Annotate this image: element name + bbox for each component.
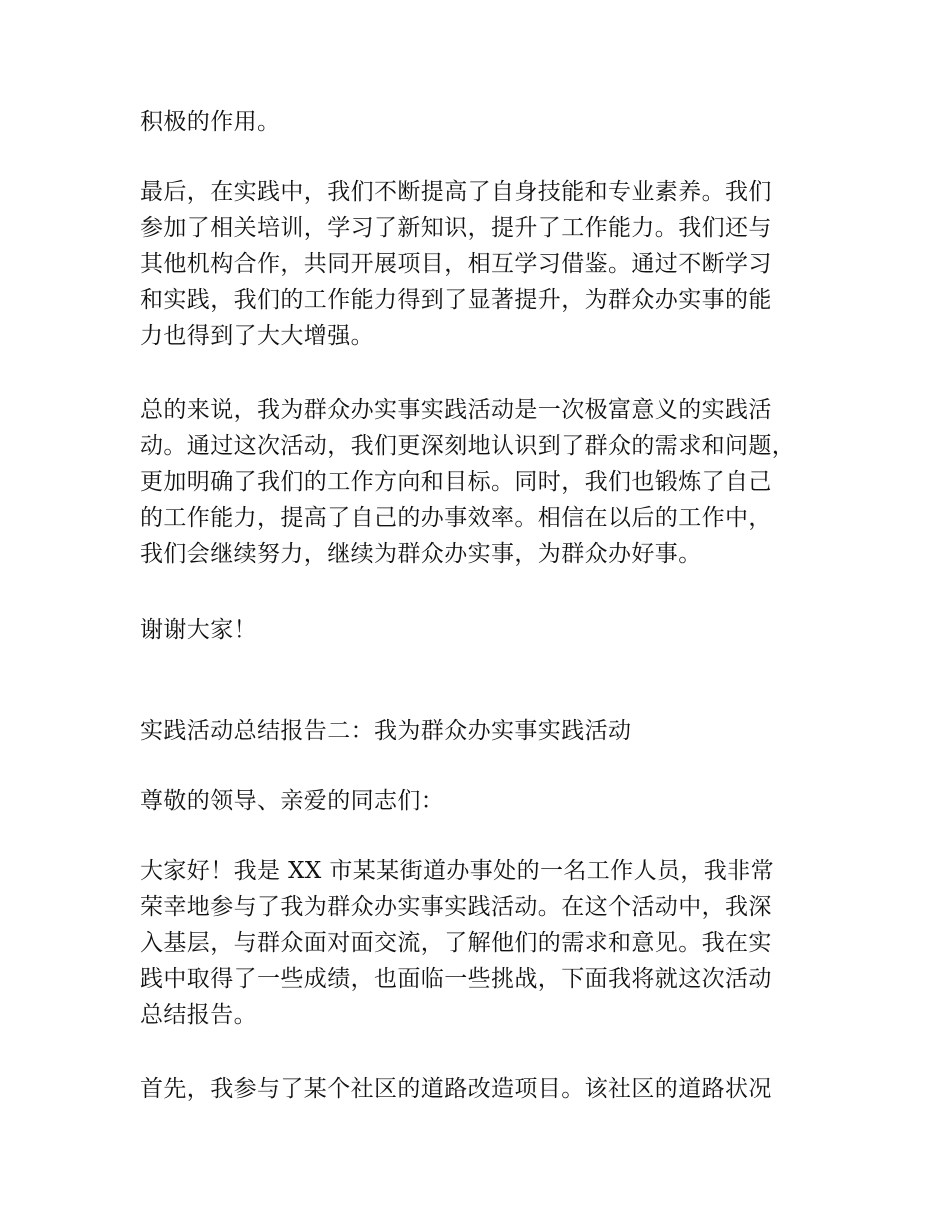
paragraph-road-project bbox=[140, 1071, 820, 1107]
text-line: 我们会继续努力，继续为群众办实事，为群众办好事。 bbox=[140, 541, 702, 567]
paragraph-closing-fragment bbox=[140, 104, 820, 140]
text-line: 更加明确了我们的工作方向和目标。同时，我们也锻炼了自己 bbox=[140, 469, 772, 495]
text-line: 最后，在实践中，我们不断提高了自身技能和专业素养。我们 bbox=[140, 179, 772, 205]
text-line: 总的来说，我为群众办实事实践活动是一次极富意义的实践活 bbox=[140, 397, 772, 423]
paragraph-salutation bbox=[140, 783, 820, 819]
text-line: 参加了相关培训，学习了新知识，提升了工作能力。我们还与 bbox=[140, 215, 772, 241]
text-line: 动。通过这次活动，我们更深刻地认识到了群众的需求和问题， bbox=[140, 433, 796, 459]
text-line: 入基层，与群众面对面交流，了解他们的需求和意见。我在实 bbox=[140, 930, 772, 956]
text-line: 践中取得了一些成绩，也面临一些挑战，下面我将就这次活动 bbox=[140, 966, 772, 992]
text-line: 和实践，我们的工作能力得到了显著提升，为群众办实事的能 bbox=[140, 287, 772, 313]
paragraph-thanks bbox=[140, 612, 820, 648]
section-heading-report-two bbox=[140, 713, 820, 749]
text-line: 荣幸地参与了我为群众办实事实践活动。在这个活动中，我深 bbox=[140, 894, 772, 920]
paragraph-introduction bbox=[140, 853, 820, 1033]
text-line: 谢谢大家！ bbox=[140, 617, 257, 643]
paragraph-summary bbox=[140, 392, 820, 572]
text-line: 首先，我参与了某个社区的道路改造项目。该社区的道路状况 bbox=[140, 1076, 772, 1102]
text-line: 的工作能力，提高了自己的办事效率。相信在以后的工作中， bbox=[140, 505, 772, 531]
text-line: 力也得到了大大增强。 bbox=[140, 323, 374, 349]
text-line: 尊敬的领导、亲爱的同志们： bbox=[140, 788, 445, 814]
text-line: 总结报告。 bbox=[140, 1002, 257, 1028]
text-line: 大家好！我是 XX 市某某街道办事处的一名工作人员，我非常 bbox=[140, 858, 774, 884]
text-line: 积极的作用。 bbox=[140, 109, 281, 135]
text-line: 其他机构合作，共同开展项目，相互学习借鉴。通过不断学习 bbox=[140, 251, 772, 277]
section-title: 实践活动总结报告二：我为群众办实事实践活动 bbox=[140, 718, 632, 744]
paragraph-skills-improvement bbox=[140, 174, 820, 354]
